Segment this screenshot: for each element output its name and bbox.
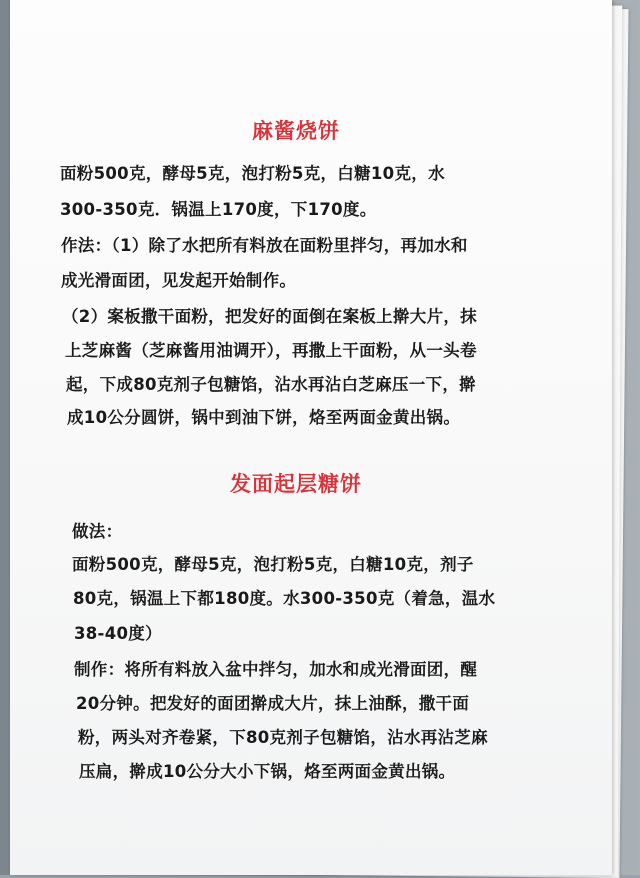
recipe1-line: 300-350克．锅温上170度，下170度。: [60, 200, 377, 219]
recipe2-line: 制作：将所有料放入盆中拌匀，加水和成光滑面团，醒: [74, 660, 478, 679]
recipe2-line: 做法：: [72, 522, 123, 541]
recipe-title-sesame-paste-flatbread: 麻酱烧饼: [252, 119, 340, 143]
recipe1-line: 成光滑面团，见发起开始制作。: [61, 271, 297, 290]
recipe1-line: （2）案板撒干面粉，把发好的面倒在案板上擀大片，抹: [62, 307, 477, 326]
recipe1-line: 上芝麻酱（芝麻酱用油调开），再撒上干面粉，从一头卷: [65, 341, 477, 360]
recipe2-line: 38-40度）: [74, 624, 162, 643]
recipe1-line: 成10公分圆饼，锅中到油下饼，烙至两面金黄出锅。: [67, 408, 461, 427]
recipe2-line: 20分钟。把发好的面团擀成大片，抹上油酥，撒干面: [76, 694, 470, 713]
recipe1-line: 面粉500克，酵母5克，泡打粉5克，白糖10克，水: [60, 164, 445, 183]
recipe1-line: 起，下成80克剂子包糖馅，沾水再沾白芝麻压一下，擀: [66, 375, 476, 394]
recipe2-line: 面粉500克，酵母5克，泡打粉5克，白糖10克，剂子: [72, 555, 474, 574]
recipe2-line: 80克，锅温上下都180度。水300-350克（着急，温水: [73, 589, 496, 608]
recipe2-line: 压扁，擀成10公分大小下锅，烙至两面金黄出锅。: [79, 762, 456, 781]
recipe-sheet: [10, 0, 612, 875]
recipe2-line: 粉，两头对齐卷紧，下80克剂子包糖馅，沾水再沾芝麻: [78, 728, 488, 747]
recipe-title-layered-sugar-flatbread: 发面起层糖饼: [230, 472, 362, 496]
recipe1-line: 作法：（1）除了水把所有料放在面粉里拌匀，再加水和: [61, 236, 468, 255]
